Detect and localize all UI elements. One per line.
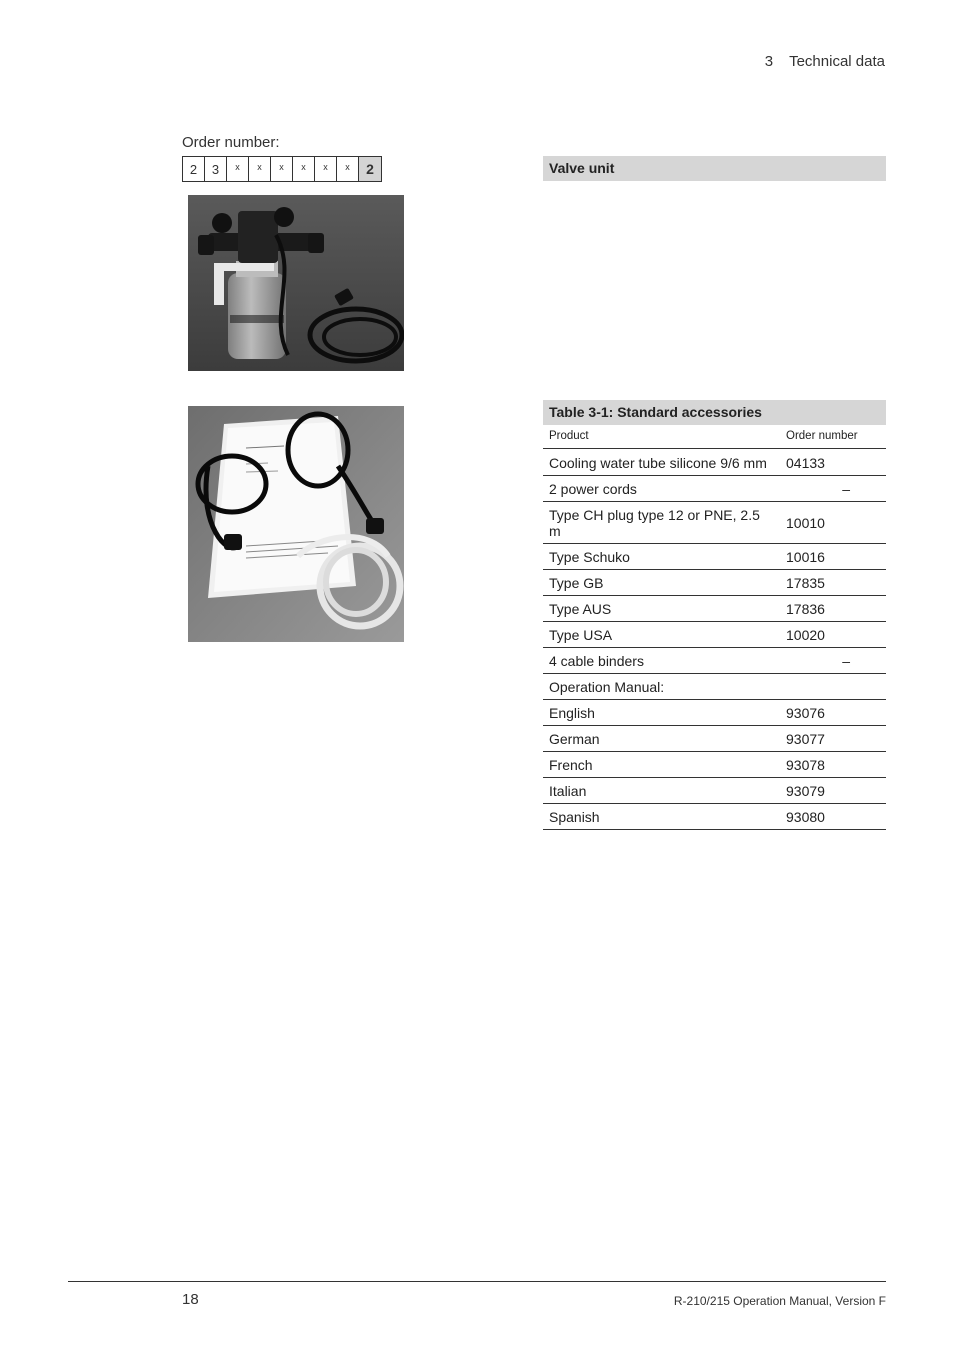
product-cell: Type GB xyxy=(543,570,780,596)
table-row xyxy=(543,544,886,570)
order-digit: x xyxy=(315,157,337,181)
table-title: Table 3-1: Standard accessories xyxy=(543,400,886,425)
table-row xyxy=(543,804,886,830)
order-cell: 93079 xyxy=(780,778,886,804)
product-cell: Type CH plug type 12 or PNE, 2.5 m xyxy=(543,502,780,544)
table-row xyxy=(543,778,886,804)
order-cell: 17835 xyxy=(780,570,886,596)
document-title: R-210/215 Operation Manual, Version F xyxy=(673,1294,886,1308)
product-cell: Type Schuko xyxy=(543,544,780,570)
order-cell: – xyxy=(780,476,886,502)
product-cell: Type USA xyxy=(543,622,780,648)
order-cell: 10016 xyxy=(780,544,886,570)
table-row xyxy=(543,752,886,778)
table-row xyxy=(543,622,886,648)
product-cell: 4 cable binders xyxy=(543,648,780,674)
order-cell: 10010 xyxy=(780,502,886,544)
order-digit: 3 xyxy=(205,157,227,181)
footer-divider xyxy=(68,1281,886,1282)
order-number-label: Order number: xyxy=(182,134,280,151)
product-cell: Cooling water tube silicone 9/6 mm xyxy=(543,449,780,476)
order-digit: x xyxy=(271,157,293,181)
product-cell: Type AUS xyxy=(543,596,780,622)
order-cell: 10020 xyxy=(780,622,886,648)
order-cell: 04133 xyxy=(780,449,886,476)
order-cell: 93080 xyxy=(780,804,886,830)
table-row xyxy=(543,648,886,674)
page-number: 18 xyxy=(182,1291,199,1308)
running-header xyxy=(765,53,885,70)
product-cell: 2 power cords xyxy=(543,476,780,502)
table-header-row xyxy=(543,425,886,449)
table-row xyxy=(543,596,886,622)
table-row xyxy=(543,476,886,502)
standard-accessories-table xyxy=(543,425,886,830)
valve-unit-photo xyxy=(188,195,404,371)
table-row xyxy=(543,674,886,700)
order-digit: x xyxy=(249,157,271,181)
order-cell: 17836 xyxy=(780,596,886,622)
table-row xyxy=(543,570,886,596)
order-digit: x xyxy=(227,157,249,181)
order-cell: – xyxy=(780,648,886,674)
order-cell: 93076 xyxy=(780,700,886,726)
chapter-title: Technical data xyxy=(789,53,885,70)
order-cell: 93078 xyxy=(780,752,886,778)
chapter-number: 3 xyxy=(764,53,774,70)
order-digit: 2 xyxy=(183,157,205,181)
order-cell: 93077 xyxy=(780,726,886,752)
product-cell: Spanish xyxy=(543,804,780,830)
accessories-photo xyxy=(188,406,404,642)
product-cell: Italian xyxy=(543,778,780,804)
table-row xyxy=(543,502,886,544)
product-cell: English xyxy=(543,700,780,726)
order-digit-highlight: 2 xyxy=(359,157,381,181)
column-order-number: Order number xyxy=(780,425,886,449)
table-row xyxy=(543,700,886,726)
table-row xyxy=(543,449,886,476)
order-number-boxes xyxy=(182,156,382,182)
valve-unit-heading: Valve unit xyxy=(543,156,886,181)
order-digit: x xyxy=(293,157,315,181)
order-cell xyxy=(780,674,886,700)
order-digit: x xyxy=(337,157,359,181)
table-row xyxy=(543,726,886,752)
product-cell: French xyxy=(543,752,780,778)
product-cell: German xyxy=(543,726,780,752)
product-cell: Operation Manual: xyxy=(543,674,780,700)
column-product: Product xyxy=(543,425,780,449)
